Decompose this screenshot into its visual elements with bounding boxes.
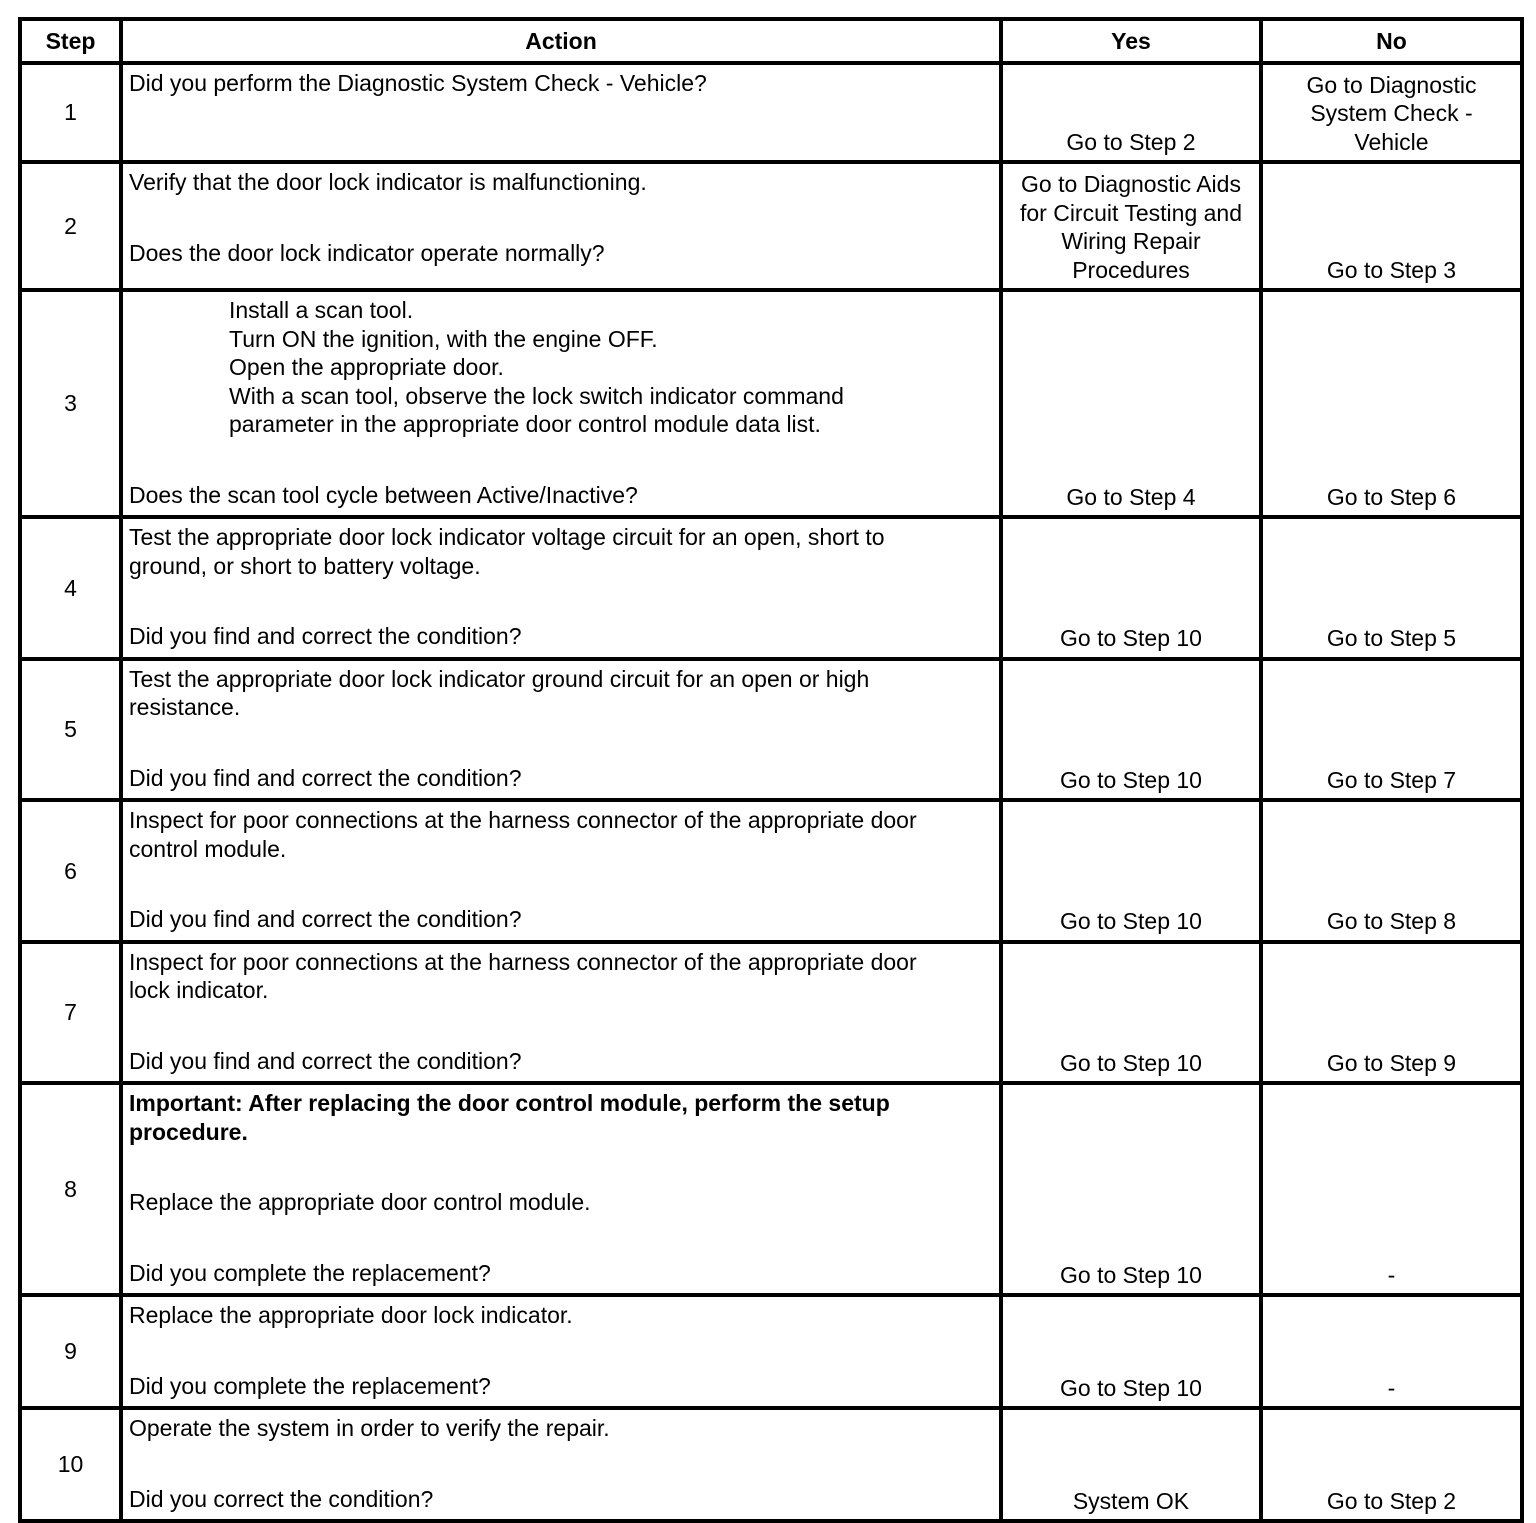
header-yes: Yes (1001, 19, 1261, 63)
action-text: Test the appropriate door lock indicator voltage circuit for an open, short to (129, 524, 885, 550)
step-number: 5 (20, 659, 121, 801)
action-text: Operate the system in order to verify the repair. (129, 1415, 610, 1441)
action-text: Inspect for poor connections at the harness connector of the appropriate door (129, 948, 917, 975)
no-text: Go to Step 2 (1326, 1487, 1457, 1514)
no-text: Go to Step 9 (1326, 1049, 1457, 1076)
yes-text: for Circuit Testing and (1019, 199, 1242, 226)
table-row (20, 162, 1522, 290)
no-text: Go to Step 6 (1326, 483, 1457, 510)
action-question: Did you complete the replacement? (129, 1259, 491, 1286)
no-cell (1261, 1083, 1522, 1295)
yes-text: Go to Diagnostic Aids (1021, 171, 1241, 197)
no-cell (1261, 1295, 1522, 1408)
action-question: Did you find and correct the condition? (129, 1047, 522, 1074)
no-text: Go to Step 7 (1326, 766, 1457, 793)
important-note: procedure. (129, 1118, 248, 1145)
no-text: Go to Diagnostic (1306, 71, 1477, 98)
action-text: Verify that the door lock indicator is malfunctioning. (129, 169, 647, 195)
action-text: control module. (129, 835, 287, 862)
no-cell (1261, 290, 1522, 517)
step-number: 7 (20, 942, 121, 1084)
action-text: Test the appropriate door lock indicator ground circuit for an open or high (129, 665, 870, 692)
action-cell (121, 942, 1001, 1084)
table-row (20, 517, 1522, 659)
yes-text: Go to Step 10 (1060, 1049, 1202, 1076)
yes-cell (1001, 63, 1261, 162)
header-action: Action (121, 19, 1001, 63)
yes-text: Wiring Repair (1061, 228, 1201, 254)
table-row (20, 1083, 1522, 1295)
no-cell (1261, 162, 1522, 290)
action-question: Did you find and correct the condition? (129, 906, 522, 932)
action-cell (121, 63, 1001, 162)
action-cell (121, 659, 1001, 801)
step-number: 8 (20, 1083, 121, 1295)
action-cell (121, 1295, 1001, 1408)
action-question: Does the scan tool cycle between Active/Inactive? (129, 481, 638, 508)
yes-text: Go to Step 10 (1060, 1374, 1202, 1401)
yes-text: Go to Step 10 (1060, 766, 1202, 793)
no-text: Vehicle (1354, 128, 1429, 155)
no-cell (1261, 517, 1522, 659)
substep-item: Turn ON the ignition, with the engine OFF. (229, 325, 658, 352)
yes-text: Go to Step 10 (1060, 908, 1202, 934)
action-text: Inspect for poor connections at the harness connector of the appropriate door (129, 807, 917, 833)
yes-cell (1001, 800, 1261, 942)
table-row (20, 290, 1522, 517)
no-text: Go to Step 8 (1326, 908, 1457, 934)
no-text: - (1387, 1374, 1396, 1401)
yes-cell (1001, 162, 1261, 290)
yes-cell (1001, 290, 1261, 517)
table-row (20, 659, 1522, 801)
yes-text: Go to Step 4 (1066, 483, 1196, 510)
action-question: Does the door lock indicator operate normally? (129, 239, 605, 266)
action-question: Did you complete the replacement? (129, 1372, 491, 1399)
table-row (20, 1295, 1522, 1408)
no-cell (1261, 659, 1522, 801)
step-number: 4 (20, 517, 121, 659)
step-number: 10 (20, 1408, 121, 1521)
action-question: Did you find and correct the condition? (129, 623, 522, 649)
substep-item: With a scan tool, observe the lock switch indicator command (229, 382, 844, 409)
header-row (20, 19, 1522, 63)
yes-cell (1001, 1083, 1261, 1295)
action-question: Did you correct the condition? (129, 1485, 434, 1512)
no-text: - (1387, 1261, 1396, 1288)
yes-cell (1001, 942, 1261, 1084)
action-cell (121, 517, 1001, 659)
action-text: resistance. (129, 694, 241, 720)
yes-text: Go to Step 10 (1060, 625, 1202, 651)
yes-cell (1001, 1408, 1261, 1521)
no-text: System Check - (1310, 100, 1473, 126)
step-number: 6 (20, 800, 121, 942)
table-row (20, 1408, 1522, 1521)
yes-cell (1001, 517, 1261, 659)
no-cell (1261, 1408, 1522, 1521)
substep-item: Install a scan tool. (229, 297, 414, 323)
yes-text: System OK (1072, 1487, 1190, 1514)
no-cell (1261, 800, 1522, 942)
header-step: Step (20, 19, 121, 63)
action-text: Replace the appropriate door control module. (129, 1189, 591, 1215)
yes-cell (1001, 659, 1261, 801)
diagnostic-table (18, 17, 1524, 1523)
action-text: Replace the appropriate door lock indicator. (129, 1302, 573, 1328)
action-text: Did you perform the Diagnostic System Check - Vehicle? (129, 70, 707, 96)
yes-cell (1001, 1295, 1261, 1408)
table-row (20, 63, 1522, 162)
substep-item: Open the appropriate door. (229, 354, 504, 380)
no-text: Go to Step 3 (1326, 256, 1457, 283)
action-cell (121, 162, 1001, 290)
action-substeps (129, 296, 993, 439)
yes-text: Procedures (1072, 256, 1190, 283)
no-cell (1261, 63, 1522, 162)
action-cell (121, 290, 1001, 517)
action-question: Did you find and correct the condition? (129, 764, 522, 791)
header-no: No (1261, 19, 1522, 63)
step-number: 1 (20, 63, 121, 162)
action-text: ground, or short to battery voltage. (129, 552, 481, 579)
no-cell (1261, 942, 1522, 1084)
action-cell (121, 1408, 1001, 1521)
yes-text: Go to Step 2 (1066, 128, 1196, 155)
step-number: 2 (20, 162, 121, 290)
step-number: 3 (20, 290, 121, 517)
action-text: lock indicator. (129, 977, 269, 1003)
no-text: Go to Step 5 (1326, 625, 1457, 651)
step-number: 9 (20, 1295, 121, 1408)
table-row (20, 800, 1522, 942)
yes-text: Go to Step 10 (1060, 1261, 1202, 1288)
table-row (20, 942, 1522, 1084)
action-cell (121, 800, 1001, 942)
important-note: Important: After replacing the door control module, perform the setup (129, 1090, 890, 1116)
action-cell (121, 1083, 1001, 1295)
substep-item: parameter in the appropriate door control module data list. (229, 411, 821, 437)
